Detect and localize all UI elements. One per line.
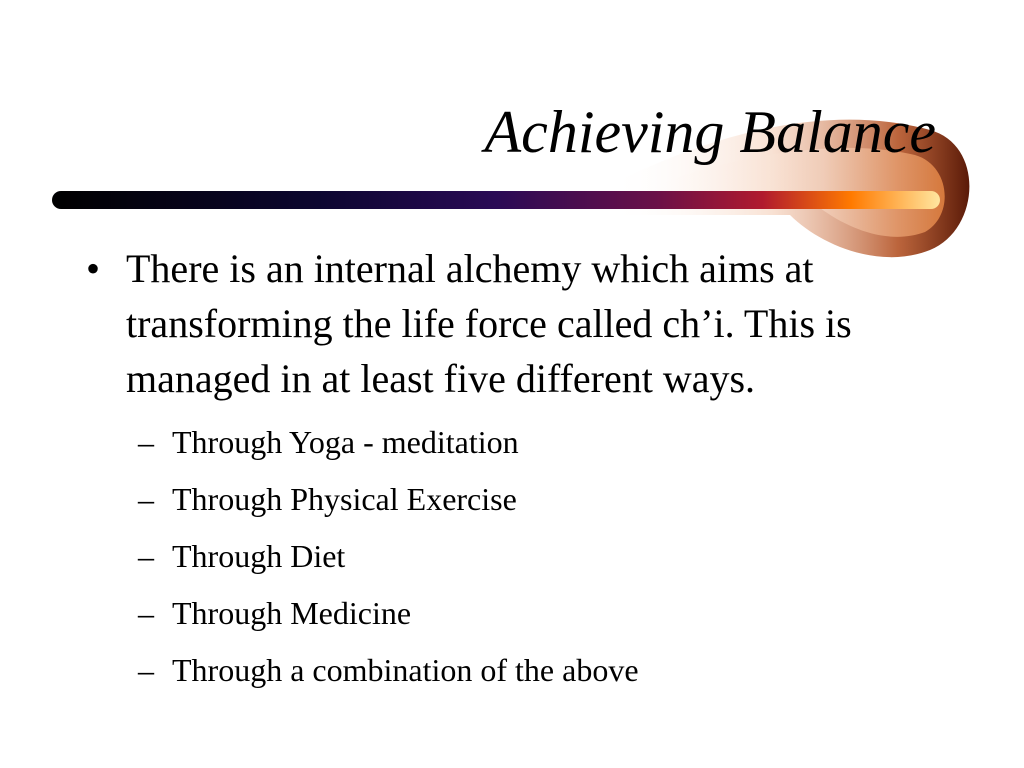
dash-marker: –: [138, 424, 154, 460]
horizontal-gradient-bar: [52, 191, 940, 209]
main-bullet: [86, 241, 926, 406]
dash-marker: –: [138, 538, 154, 574]
dash-marker: –: [138, 481, 154, 517]
bullet-marker: •: [86, 246, 101, 291]
sub-bullet-text: Through Physical Exercise: [172, 481, 517, 517]
main-bullet-text: There is an internal alchemy which aims at transforming the life force called ch’i. This is managed in at least five different ways.: [126, 246, 852, 401]
sub-bullet-item: [138, 414, 926, 471]
sub-bullet-item: [138, 471, 926, 528]
sub-bullet-item: [138, 528, 926, 585]
sub-bullet-item: [138, 585, 926, 642]
sub-bullet-text: Through Diet: [172, 538, 346, 574]
sub-bullet-text: Through Medicine: [172, 595, 412, 631]
sub-bullet-item: [138, 642, 926, 699]
sub-bullet-list: [86, 414, 926, 699]
slide-body: [86, 241, 926, 699]
dash-marker: –: [138, 595, 154, 631]
sub-bullet-text: Through Yoga - meditation: [172, 424, 519, 460]
slide-title: Achieving Balance: [484, 99, 936, 165]
sub-bullet-text: Through a combination of the above: [172, 652, 639, 688]
dash-marker: –: [138, 652, 154, 688]
